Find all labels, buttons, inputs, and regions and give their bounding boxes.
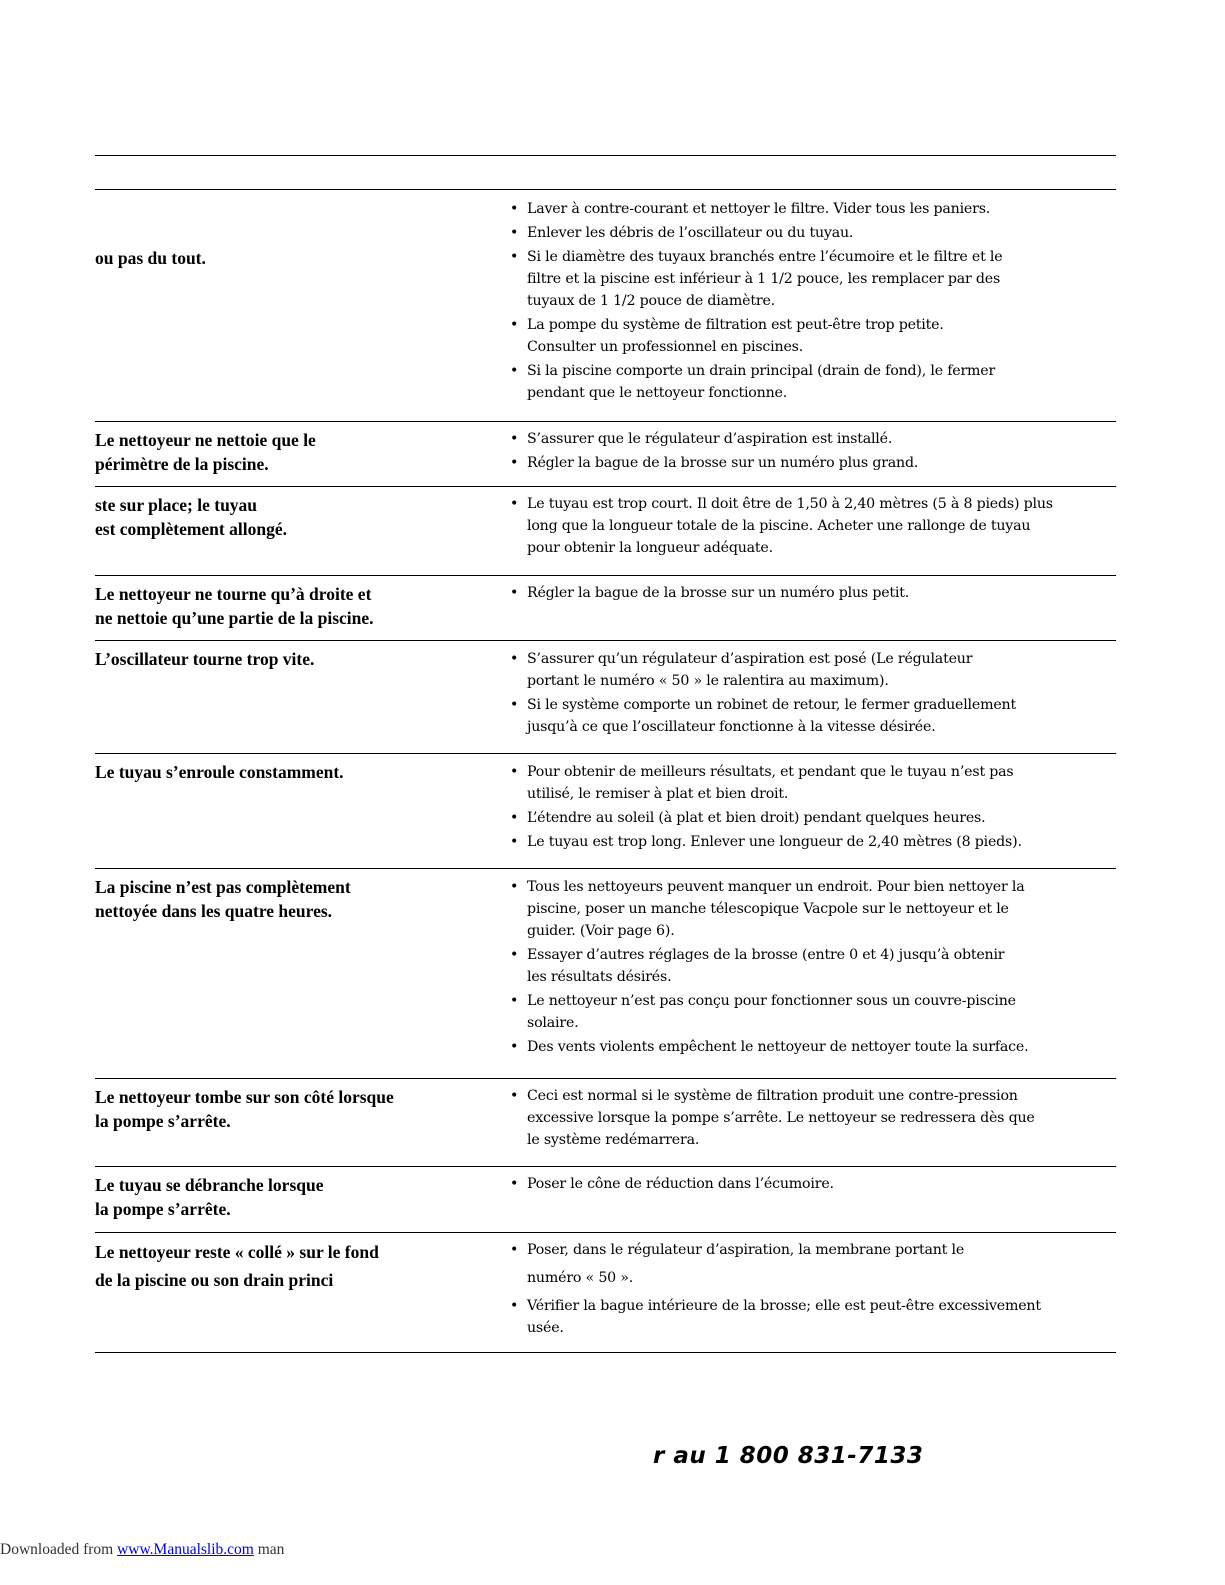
problem-text — [95, 428, 485, 476]
solution-line: usée. — [527, 1320, 564, 1336]
row-rule — [95, 1352, 1116, 1353]
bullet-icon: • — [510, 363, 519, 379]
solution-line: Poser, dans le régulateur d’aspiration, la membrane portant le — [527, 1242, 965, 1258]
solutions-list — [507, 761, 1107, 855]
problem-line: la pompe s’arrête. — [95, 1111, 231, 1131]
solution-item — [507, 493, 1107, 559]
bullet-icon: • — [510, 455, 519, 471]
bullet-icon: • — [510, 1176, 519, 1192]
solution-line: piscine, poser un manche télescopique Vacpole sur le nettoyeur et le — [527, 901, 1009, 917]
download-notice — [0, 1541, 284, 1559]
problem-line: la pompe s’arrête. — [95, 1199, 231, 1219]
bullet-icon: • — [510, 947, 519, 963]
solution-item — [507, 831, 1107, 853]
bullet-icon: • — [510, 496, 519, 512]
bullet-icon: • — [510, 834, 519, 850]
bullet-icon: • — [510, 431, 519, 447]
solutions-list — [507, 648, 1107, 740]
solution-line: tuyaux de 1 1/2 pouce de diamètre. — [527, 293, 775, 309]
solution-item — [507, 314, 1107, 358]
solution-item — [507, 222, 1107, 244]
solution-line: Le tuyau est trop long. Enlever une longueur de 2,40 mètres (8 pieds). — [527, 834, 1022, 850]
solution-line: Tous les nettoyeurs peuvent manquer un endroit. Pour bien nettoyer la — [527, 879, 1025, 895]
solution-item — [507, 582, 1107, 604]
solution-item — [507, 694, 1107, 738]
solutions-list — [507, 1239, 1107, 1341]
solution-line: pendant que le nettoyeur fonctionne. — [527, 385, 788, 401]
problem-line: Le nettoyeur tombe sur son côté lorsque — [95, 1087, 394, 1107]
solutions-list — [507, 493, 1107, 561]
bullet-icon: • — [510, 764, 519, 780]
solution-line: solaire. — [527, 1015, 579, 1031]
bullet-icon: • — [510, 1298, 519, 1314]
solution-line: jusqu’à ce que l’oscillateur fonctionne à la vitesse désirée. — [527, 719, 936, 735]
problem-line: périmètre de la piscine. — [95, 454, 269, 474]
solution-item — [507, 876, 1107, 942]
problem-line: La piscine n’est pas complètement — [95, 877, 351, 897]
solution-item — [507, 428, 1107, 450]
problem-line: ne nettoie qu’une partie de la piscine. — [95, 608, 374, 628]
solution-line: Laver à contre-courant et nettoyer le filtre. Vider tous les paniers. — [527, 201, 991, 217]
problem-line: est complètement allongé. — [95, 519, 287, 539]
table-row — [95, 1166, 1116, 1232]
solution-line: Enlever les débris de l’oscillateur ou du tuyau. — [527, 225, 854, 241]
table-row — [95, 1078, 1116, 1166]
solution-line: le système redémarrera. — [527, 1132, 700, 1148]
solution-line: Poser le cône de réduction dans l’écumoire. — [527, 1176, 834, 1192]
problem-line: de la piscine ou son drain princi — [95, 1270, 334, 1290]
solution-line: Régler la bague de la brosse sur un numéro plus grand. — [527, 455, 919, 471]
problem-line: Le tuyau s’enroule constamment. — [95, 762, 344, 782]
problem-text — [95, 1238, 485, 1294]
bullet-icon: • — [510, 585, 519, 601]
problem-line: Le nettoyeur ne nettoie que le — [95, 430, 316, 450]
problem-text — [95, 1173, 485, 1221]
bullet-icon: • — [510, 249, 519, 265]
table-row — [95, 196, 1116, 421]
solution-item — [507, 648, 1107, 692]
bullet-icon: • — [510, 1039, 519, 1055]
bullet-icon: • — [510, 317, 519, 333]
solution-line: les résultats désirés. — [527, 969, 672, 985]
download-prefix: Downloaded from — [0, 1541, 118, 1558]
solution-line: numéro « 50 ». — [527, 1270, 634, 1286]
table-row — [95, 640, 1116, 753]
solution-line: Pour obtenir de meilleurs résultats, et pendant que le tuyau n’est pas — [527, 764, 1014, 780]
bullet-icon: • — [510, 1088, 519, 1104]
bullet-icon: • — [510, 697, 519, 713]
solution-line: guider. (Voir page 6). — [527, 923, 675, 939]
solution-line: Si le système comporte un robinet de retour, le fermer graduellement — [527, 697, 1016, 713]
solutions-list — [507, 1085, 1107, 1153]
solution-line: portant le numéro « 50 » le ralentira au maximum). — [527, 673, 889, 689]
solution-line: S’assurer qu’un régulateur d’aspiration est posé (Le régulateur — [527, 651, 973, 667]
solution-line: Si le diamètre des tuyaux branchés entre l’écumoire et le filtre et le — [527, 249, 1003, 265]
footer-phone: r au 1 800 831-7133 — [653, 1443, 924, 1469]
table-row — [95, 575, 1116, 640]
problem-text — [95, 582, 485, 630]
solution-item — [507, 1173, 1107, 1195]
problem-line: Le nettoyeur ne tourne qu’à droite et — [95, 584, 372, 604]
problem-line: ste sur place; le tuyau — [95, 495, 258, 515]
problem-line: L’oscillateur tourne trop vite. — [95, 649, 315, 669]
bullet-icon: • — [510, 225, 519, 241]
solution-line: S’assurer que le régulateur d’aspiration est installé. — [527, 431, 893, 447]
solution-item — [507, 807, 1107, 829]
solutions-list — [507, 428, 1107, 476]
solution-line: Ceci est normal si le système de filtration produit une contre-pression — [527, 1088, 1018, 1104]
problem-text — [95, 493, 485, 541]
solution-item — [507, 198, 1107, 220]
solution-item — [507, 761, 1107, 805]
table-row — [95, 1232, 1116, 1352]
download-suffix: man — [253, 1541, 285, 1558]
problem-line — [95, 222, 485, 246]
manualslib-link[interactable]: www.Manualslib.com — [117, 1541, 254, 1558]
solution-item — [507, 360, 1107, 404]
bullet-icon: • — [510, 651, 519, 667]
problem-text — [95, 760, 485, 784]
problem-text — [95, 875, 485, 923]
problem-text — [95, 647, 485, 671]
problem-text — [95, 1085, 485, 1133]
problem-line: Le nettoyeur reste « collé » sur le fond — [95, 1242, 379, 1262]
solution-item — [507, 944, 1107, 988]
solution-line: La pompe du système de filtration est peut-être trop petite. — [527, 317, 944, 333]
solution-line: pour obtenir la longueur adéquate. — [527, 540, 773, 556]
solution-line: long que la longueur totale de la piscine. Acheter une rallonge de tuyau — [527, 518, 1031, 534]
solution-line: L’étendre au soleil (à plat et bien droit) pendant quelques heures. — [527, 810, 986, 826]
problem-line: Le tuyau se débranche lorsque — [95, 1175, 324, 1195]
table-row — [95, 486, 1116, 575]
bullet-icon: • — [510, 201, 519, 217]
solution-line: Vérifier la bague intérieure de la brosse; elle est peut-être excessivement — [527, 1298, 1041, 1314]
solutions-list — [507, 1173, 1107, 1197]
solution-item — [507, 1036, 1107, 1058]
solution-item — [507, 1085, 1107, 1151]
solution-item — [507, 246, 1107, 312]
solutions-list — [507, 582, 1107, 606]
solution-line: Si la piscine comporte un drain principal (drain de fond), le fermer — [527, 363, 996, 379]
problem-line: nettoyée dans les quatre heures. — [95, 901, 333, 921]
solution-line: filtre et la piscine est inférieur à 1 1/2 pouce, les remplacer par des — [527, 271, 1001, 287]
top-rule — [95, 155, 1116, 156]
solution-line: Le tuyau est trop court. Il doit être de 1,50 à 2,40 mètres (5 à 8 pieds) plus — [527, 496, 1053, 512]
solution-line: Essayer d’autres réglages de la brosse (entre 0 et 4) jusqu’à obtenir — [527, 947, 1005, 963]
solution-item — [507, 1295, 1107, 1339]
solution-line: Consulter un professionnel en piscines. — [527, 339, 804, 355]
header-rule — [95, 189, 1116, 190]
solutions-list — [507, 198, 1107, 406]
bullet-icon: • — [510, 810, 519, 826]
bullet-icon: • — [510, 879, 519, 895]
solution-item — [507, 452, 1107, 474]
table-row — [95, 868, 1116, 1078]
solution-item — [507, 990, 1107, 1034]
solution-item — [507, 1239, 1107, 1289]
solution-line: utilisé, le remiser à plat et bien droit. — [527, 786, 789, 802]
solution-line: excessive lorsque la pompe s’arrête. Le nettoyeur se redressera dès que — [527, 1110, 1035, 1126]
solution-line: Régler la bague de la brosse sur un numéro plus petit. — [527, 585, 910, 601]
problem-line: ou pas du tout. — [95, 248, 206, 268]
problem-text — [95, 222, 485, 270]
bullet-icon: • — [510, 993, 519, 1009]
bullet-icon: • — [510, 1242, 519, 1258]
solutions-list — [507, 876, 1107, 1060]
solution-line: Des vents violents empêchent le nettoyeur de nettoyer toute la surface. — [527, 1039, 1029, 1055]
solution-line: Le nettoyeur n’est pas conçu pour fonctionner sous un couvre-piscine — [527, 993, 1016, 1009]
table-row — [95, 753, 1116, 868]
table-row — [95, 421, 1116, 486]
